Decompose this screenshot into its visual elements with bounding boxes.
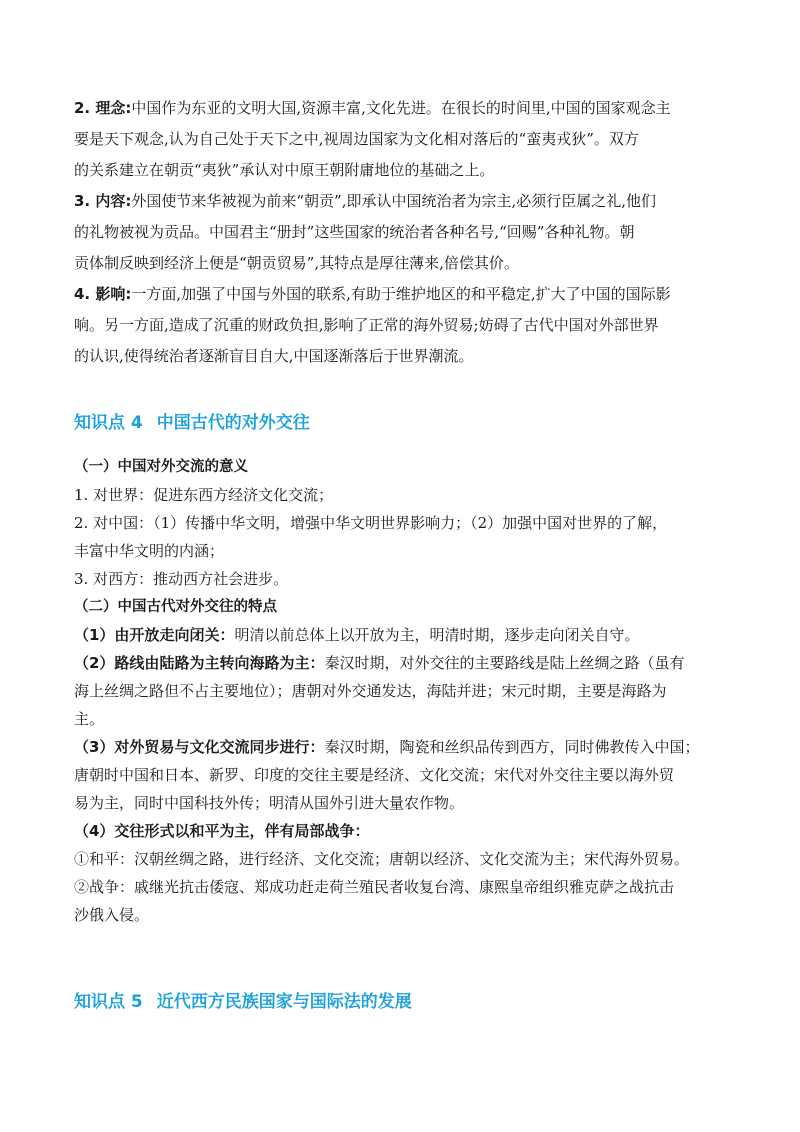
paragraph-content-line-3: 贡体制反映到经济上便是“朝贡贸易”,其特点是厚往薄来,倍偿其价。 bbox=[74, 254, 519, 272]
war-line-1: ②战争：戚继光抗击倭寇、郑成功赶走荷兰殖民者收复台湾、康熙皇帝组织雅克萨之战抗击 bbox=[74, 878, 675, 896]
significance-line-3: 丰富中华文明的内涵； bbox=[74, 542, 225, 560]
section-heading-5 bbox=[74, 990, 412, 1014]
section-heading-5-title: 近代西方民族国家与国际法的发展 bbox=[156, 992, 412, 1012]
paragraph-content-line-1: 3. 内容:外国使节来华被视为前来“朝贡”,即承认中国统治者为宗主,必须行臣属之礼,他们 bbox=[74, 192, 657, 210]
paragraph-content-label: 3. 内容: bbox=[74, 192, 132, 210]
significance-line-4: 3. 对西方：推动西方社会进步。 bbox=[74, 570, 289, 588]
paragraph-idea-line-1: 2. 理念:中国作为东亚的文明大国,资源丰富,文化先进。在很长的时间里,中国的国家观念主 bbox=[74, 99, 671, 117]
subheading-characteristics: （二）中国古代对外交往的特点 bbox=[74, 599, 277, 615]
paragraph-impact-label: 4. 影响: bbox=[74, 285, 132, 303]
section-heading-4-number: 知识点 4 bbox=[74, 413, 143, 433]
significance-line-1: 1. 对世界：促进东西方经济文化交流； bbox=[74, 486, 334, 504]
paragraph-idea-label: 2. 理念: bbox=[74, 99, 132, 117]
section-heading-4 bbox=[74, 411, 310, 435]
section-heading-5-number: 知识点 5 bbox=[74, 992, 143, 1012]
point-3-label: （3）对外贸易与文化交流同步进行： bbox=[74, 738, 325, 756]
point-3-line-1: （3）对外贸易与文化交流同步进行：秦汉时期，陶瓷和丝织品传到西方，同时佛教传入中国； bbox=[74, 738, 700, 756]
point-1-label: （1）由开放走向闭关： bbox=[74, 626, 235, 644]
paragraph-idea-line-2: 要是天下观念,认为自己处于天下之中,视周边国家为文化相对落后的“蛮夷戎狄”。双方 bbox=[74, 130, 639, 148]
point-3-line-2: 唐朝时中国和日本、新罗、印度的交往主要是经济、文化交流；宋代对外交往主要以海外贸 bbox=[74, 766, 675, 784]
significance-line-2: 2. 对中国：（1）传播中华文明，增强中华文明世界影响力；（2）加强中国对世界的了解， bbox=[74, 514, 668, 532]
point-1-line-1: （1）由开放走向闭关：明清以前总体上以开放为主，明清时期，逐步走向闭关自守。 bbox=[74, 626, 640, 644]
point-3-line-3: 易为主，同时中国科技外传；明清从国外引进大量农作物。 bbox=[74, 794, 465, 812]
point-2-line-3: 主。 bbox=[74, 710, 105, 728]
section-heading-4-title: 中国古代的对外交往 bbox=[156, 413, 310, 433]
paragraph-impact-line-3: 的认识,使得统治者逐渐盲目自大,中国逐渐落后于世界潮流。 bbox=[74, 347, 474, 365]
war-line-2: 沙俄入侵。 bbox=[74, 906, 150, 924]
point-4-label: （4）交往形式以和平为主，伴有局部战争： bbox=[74, 822, 370, 840]
paragraph-impact-line-2: 响。另一方面,造成了沉重的财政负担,影响了正常的海外贸易;妨碍了古代中国对外部世界 bbox=[74, 316, 659, 334]
point-2-line-2: 海上丝绸之路但不占主要地位）；唐朝对外交通发达，海陆并进；宋元时期，主要是海路为 bbox=[74, 682, 667, 700]
point-2-line-1: （2）路线由陆路为主转向海路为主：秦汉时期，对外交往的主要路线是陆上丝绸之路（虽有 bbox=[74, 654, 685, 672]
paragraph-content-line-2: 的礼物被视为贡品。中国君主“册封”这些国家的统治者各种名号,“回赐”各种礼物。朝 bbox=[74, 223, 635, 241]
point-2-label: （2）路线由陆路为主转向海路为主： bbox=[74, 654, 325, 672]
peace-line: ①和平：汉朝丝绸之路，进行经济、文化交流；唐朝以经济、文化交流为主；宋代海外贸易。 bbox=[74, 850, 690, 868]
paragraph-idea-line-3: 的关系建立在朝贡“夷狄”承认对中原王朝附庸地位的基础之上。 bbox=[74, 161, 495, 179]
subheading-significance: （一）中国对外交流的意义 bbox=[74, 459, 248, 475]
paragraph-impact-line-1: 4. 影响:一方面,加强了中国与外国的联系,有助于维护地区的和平稳定,扩大了中国的国际影 bbox=[74, 285, 671, 303]
